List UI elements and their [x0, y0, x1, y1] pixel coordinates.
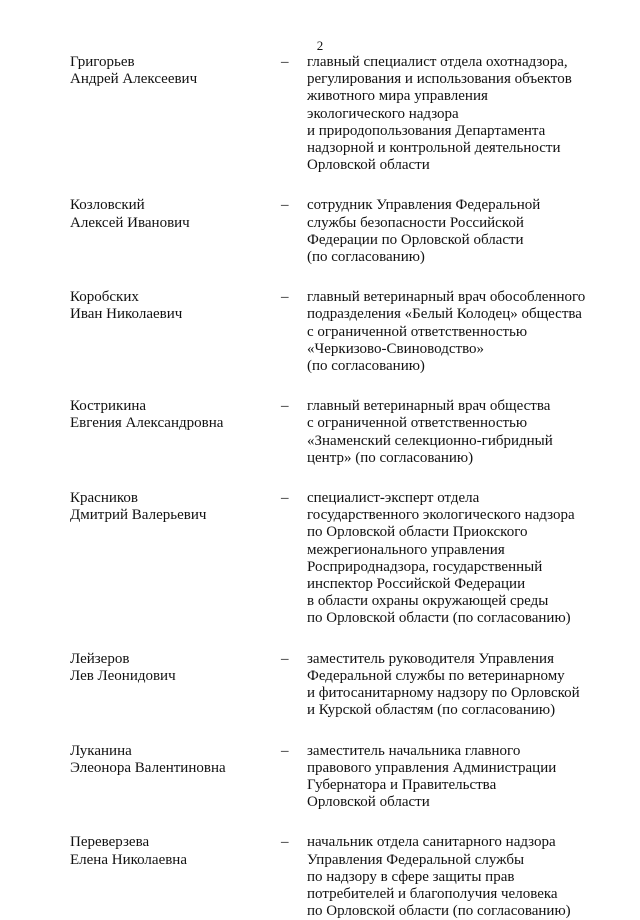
position-line: в области охраны окружающей среды: [307, 593, 549, 610]
position-line: «Знаменский селекционно-гибридный: [307, 432, 553, 449]
position-line: правового управления Администрации: [307, 759, 557, 776]
member-surname: Козловский: [70, 197, 145, 214]
member-position: [307, 398, 607, 467]
member-name: [70, 490, 270, 524]
position-line: потребителей и благополучия человека: [307, 885, 558, 902]
member-position: [307, 289, 607, 375]
member-name: [70, 834, 270, 868]
position-line: по надзору в сфере защиты прав: [307, 868, 515, 885]
member-surname: Переверзева: [70, 834, 150, 851]
member-given-names: Элеонора Валентиновна: [70, 759, 226, 776]
position-line: по Орловской области (по согласованию): [307, 610, 571, 627]
member-position: [307, 54, 607, 174]
position-line: заместитель начальника главного: [307, 742, 521, 759]
position-line: надзорной и контрольной деятельности: [307, 140, 561, 157]
member-name: [70, 289, 270, 323]
position-line: и Курской областям (по согласованию): [307, 702, 556, 719]
member-surname: Коробских: [70, 289, 139, 306]
position-line: главный специалист отдела охотнадзора,: [307, 54, 568, 70]
member-given-names: Евгения Александровна: [70, 415, 224, 432]
position-line: по Орловской области Приокского: [307, 524, 528, 541]
position-line: «Черкизово-Свиноводство»: [307, 340, 485, 357]
position-line: сотрудник Управления Федеральной: [307, 197, 541, 214]
member-surname: Красников: [70, 490, 138, 507]
position-line: инспектор Российской Федерации: [307, 576, 526, 593]
member-name: [70, 54, 270, 88]
member-position: [307, 834, 607, 920]
member-list: [0, 54, 640, 920]
member-given-names: Лев Леонидович: [70, 667, 176, 684]
member-entry-leyzerov: [0, 651, 640, 720]
position-line: заместитель руководителя Управления: [307, 650, 554, 667]
member-entry-lukanina: [0, 743, 640, 812]
position-line: регулирования и использования объектов: [307, 71, 572, 88]
position-line: по Орловской области (по согласованию): [307, 903, 571, 920]
member-given-names: Алексей Иванович: [70, 214, 190, 231]
member-entry-krasnikov: [0, 490, 640, 628]
position-line: межрегионального управления: [307, 541, 505, 558]
separator-dash: –: [281, 197, 289, 214]
position-line: животного мира управления: [307, 88, 488, 105]
position-line: Федеральной службы по ветеринарному: [307, 667, 565, 684]
member-given-names: Дмитрий Валерьевич: [70, 507, 207, 524]
position-line: с ограниченной ответственностью: [307, 323, 528, 340]
position-line: Губернатора и Правительства: [307, 776, 497, 793]
separator-dash: –: [281, 834, 289, 851]
member-position: [307, 490, 607, 628]
member-position: [307, 651, 607, 720]
separator-dash: –: [281, 289, 289, 306]
position-line: Орловской области: [307, 794, 430, 811]
member-name: [70, 197, 270, 231]
position-line: подразделения «Белый Колодец» общества: [307, 306, 582, 323]
member-position: [307, 197, 607, 266]
member-entry-pereverzeva: [0, 834, 640, 920]
position-line: Орловской области: [307, 157, 430, 174]
member-entry-korobskikh: [0, 289, 640, 375]
separator-dash: –: [281, 54, 289, 70]
member-entry-kozlovsky: [0, 197, 640, 266]
separator-dash: –: [281, 490, 289, 507]
member-surname: Лейзеров: [70, 650, 130, 667]
member-surname: Луканина: [70, 742, 132, 759]
member-entry-grigoryev: [0, 54, 640, 174]
position-line: государственного экологического надзора: [307, 507, 575, 524]
position-line: специалист-эксперт отдела: [307, 490, 480, 507]
position-line: с ограниченной ответственностью: [307, 415, 528, 432]
position-line: службы безопасности Российской: [307, 214, 524, 231]
position-line: (по согласованию): [307, 249, 425, 266]
position-line: (по согласованию): [307, 358, 425, 375]
position-line: Федерации по Орловской области: [307, 231, 524, 248]
member-given-names: Елена Николаевна: [70, 851, 187, 868]
position-line: начальник отдела санитарного надзора: [307, 834, 556, 851]
member-entry-kostrikina: [0, 398, 640, 467]
member-name: [70, 651, 270, 685]
member-name: [70, 398, 270, 432]
position-line: главный ветеринарный врач общества: [307, 398, 551, 415]
separator-dash: –: [281, 742, 289, 759]
position-line: экологического надзора: [307, 105, 459, 122]
position-line: главный ветеринарный врач обособленного: [307, 289, 586, 306]
member-surname: Григорьев: [70, 54, 135, 70]
position-line: и природопользования Департамента: [307, 122, 546, 139]
member-position: [307, 743, 607, 812]
separator-dash: –: [281, 398, 289, 415]
member-given-names: Иван Николаевич: [70, 306, 183, 323]
member-given-names: Андрей Алексеевич: [70, 71, 198, 88]
position-line: центр» (по согласованию): [307, 449, 474, 466]
member-surname: Кострикина: [70, 398, 147, 415]
position-line: и фитосанитарному надзору по Орловской: [307, 685, 580, 702]
page-number: 2: [316, 38, 324, 53]
member-name: [70, 743, 270, 777]
position-line: Управления Федеральной службы: [307, 851, 525, 868]
position-line: Росприроднадзора, государственный: [307, 558, 543, 575]
separator-dash: –: [281, 650, 289, 667]
